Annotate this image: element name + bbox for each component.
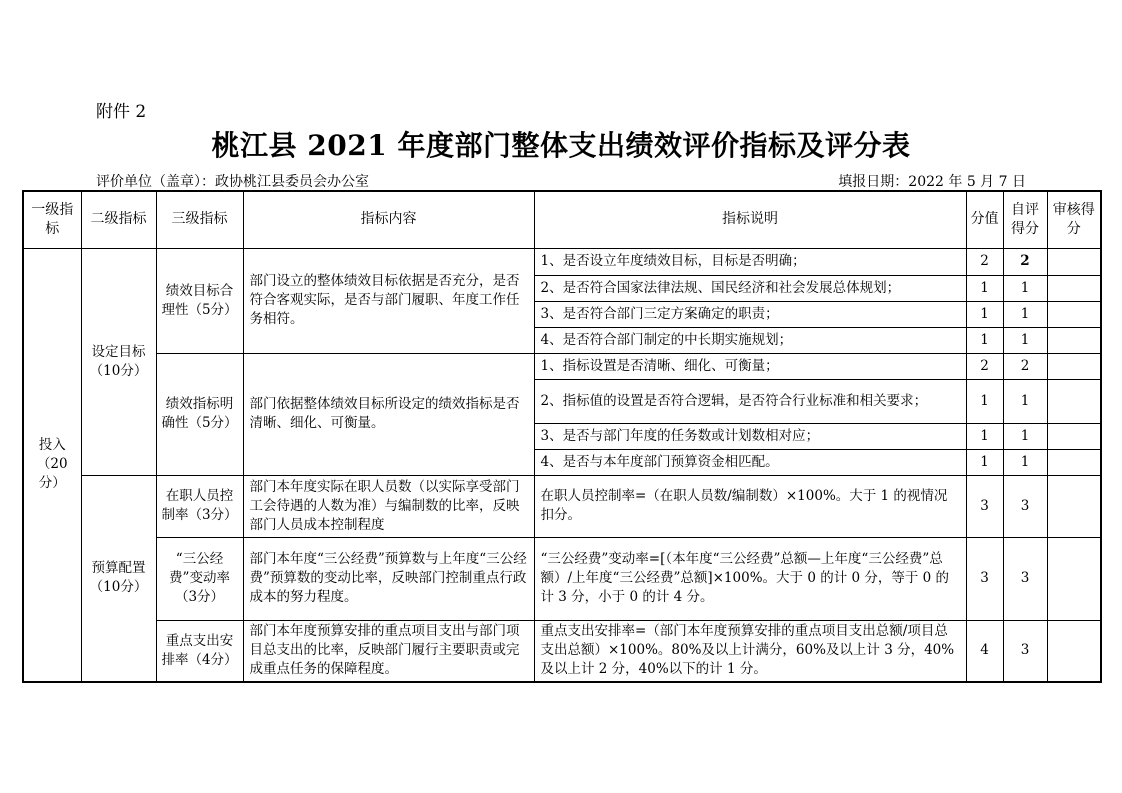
explain-cell: “三公经费”变动率=[（本年度“三公经费”总额—上年度“三公经费”总额）/上年度“三公经费”总额]×100%。大于 0 的计 0 分，等于 0 的计 3 分，小于 0 的计 4 分。 [534, 537, 966, 620]
table-header-row [23, 191, 1101, 248]
fill-date: 填报日期：2022 年 5 月 7 日 [838, 174, 1026, 190]
audit-score-cell [1047, 275, 1101, 301]
audit-score-cell [1047, 475, 1101, 537]
score-cell: 3 [966, 537, 1003, 620]
header-explain: 指标说明 [534, 191, 966, 248]
content-cell: 部门本年度“三公经费”预算数与上年度“三公经费”预算数的变动比率，反映部门控制重点行政成本的努力程度。 [243, 537, 534, 620]
explain-cell: 1、是否设立年度绩效目标，目标是否明确； [534, 248, 966, 275]
attachment-label: 附件 2 [96, 102, 147, 122]
self-score-cell: 2 [1003, 353, 1047, 379]
audit-score-cell [1047, 423, 1101, 449]
audit-score-cell [1047, 327, 1101, 353]
level2-cell: 预算配置（10分） [81, 475, 156, 682]
explain-cell: 3、是否与部门年度的任务数或计划数相对应； [534, 423, 966, 449]
audit-score-cell [1047, 379, 1101, 423]
self-score-cell: 3 [1003, 537, 1047, 620]
level1-cell: 投入（20分） [23, 248, 81, 682]
header-self-score: 自评得分 [1003, 191, 1047, 248]
explain-cell: 3、是否符合部门三定方案确定的职责； [534, 301, 966, 327]
score-cell: 2 [966, 353, 1003, 379]
level2-cell: 设定目标（10分） [81, 248, 156, 475]
explain-cell: 2、是否符合国家法律法规、国民经济和社会发展总体规划； [534, 275, 966, 301]
evaluation-table [22, 190, 1102, 683]
content-cell: 部门本年度预算安排的重点项目支出与部门项目总支出的比率，反映部门履行主要职责或完成重点任务的保障程度。 [243, 620, 534, 682]
evaluator-unit: 评价单位（盖章）：政协桃江县委员会办公室 [96, 174, 369, 190]
header-level2: 二级指标 [81, 191, 156, 248]
self-score-cell: 3 [1003, 620, 1047, 682]
header-score: 分值 [966, 191, 1003, 248]
level3-cell: 绩效目标合理性（5分） [156, 248, 243, 353]
score-cell: 1 [966, 379, 1003, 423]
explain-cell: 4、是否与本年度部门预算资金相匹配。 [534, 449, 966, 475]
content-cell: 部门本年度实际在职人员数（以实际享受部门工会待遇的人数为准）与编制数的比率，反映部门人员成本控制程度 [243, 475, 534, 537]
audit-score-cell [1047, 537, 1101, 620]
score-cell: 3 [966, 475, 1003, 537]
self-score-cell: 2 [1003, 248, 1047, 275]
score-cell: 2 [966, 248, 1003, 275]
audit-score-cell [1047, 449, 1101, 475]
score-cell: 1 [966, 327, 1003, 353]
score-cell: 1 [966, 301, 1003, 327]
level3-cell: 重点支出安排率（4分） [156, 620, 243, 682]
explain-cell: 在职人员控制率=（在职人员数/编制数）×100%。大于 1 的视情况扣分。 [534, 475, 966, 537]
self-score-cell: 3 [1003, 475, 1047, 537]
explain-cell: 4、是否符合部门制定的中长期实施规划； [534, 327, 966, 353]
self-score-cell: 1 [1003, 449, 1047, 475]
content-cell: 部门依据整体绩效目标所设定的绩效指标是否清晰、细化、可衡量。 [243, 353, 534, 475]
self-score-cell: 1 [1003, 327, 1047, 353]
self-score-cell: 1 [1003, 379, 1047, 423]
table-row [23, 248, 1101, 275]
document-title: 桃江县 2021 年度部门整体支出绩效评价指标及评分表 [211, 129, 911, 162]
explain-cell: 1、指标设置是否清晰、细化、可衡量； [534, 353, 966, 379]
score-cell: 4 [966, 620, 1003, 682]
score-cell: 1 [966, 449, 1003, 475]
self-score-cell: 1 [1003, 275, 1047, 301]
explain-cell: 重点支出安排率=（部门本年度预算安排的重点项目支出总额/项目总支出总额）×100%。80%及以上计满分，60%及以上计 3 分，40%及以上计 2 分，40%以下的计 1 分。 [534, 620, 966, 682]
level3-cell: 在职人员控制率（3分） [156, 475, 243, 537]
header-level1: 一级指标 [23, 191, 81, 248]
audit-score-cell [1047, 353, 1101, 379]
score-cell: 1 [966, 275, 1003, 301]
self-score-cell: 1 [1003, 301, 1047, 327]
audit-score-cell [1047, 248, 1101, 275]
audit-score-cell [1047, 620, 1101, 682]
header-content: 指标内容 [243, 191, 534, 248]
header-audit-score: 审核得分 [1047, 191, 1101, 248]
explain-cell: 2、指标值的设置是否符合逻辑，是否符合行业标准和相关要求； [534, 379, 966, 423]
table-row [23, 353, 1101, 379]
level3-cell: 绩效指标明确性（5分） [156, 353, 243, 475]
level3-cell: “三公经费”变动率（3分） [156, 537, 243, 620]
score-cell: 1 [966, 423, 1003, 449]
table-row [23, 537, 1101, 620]
table-row [23, 620, 1101, 682]
self-score-cell: 1 [1003, 423, 1047, 449]
content-cell: 部门设立的整体绩效目标依据是否充分，是否符合客观实际，是否与部门履职、年度工作任务相符。 [243, 248, 534, 353]
table-row [23, 475, 1101, 537]
audit-score-cell [1047, 301, 1101, 327]
header-level3: 三级指标 [156, 191, 243, 248]
